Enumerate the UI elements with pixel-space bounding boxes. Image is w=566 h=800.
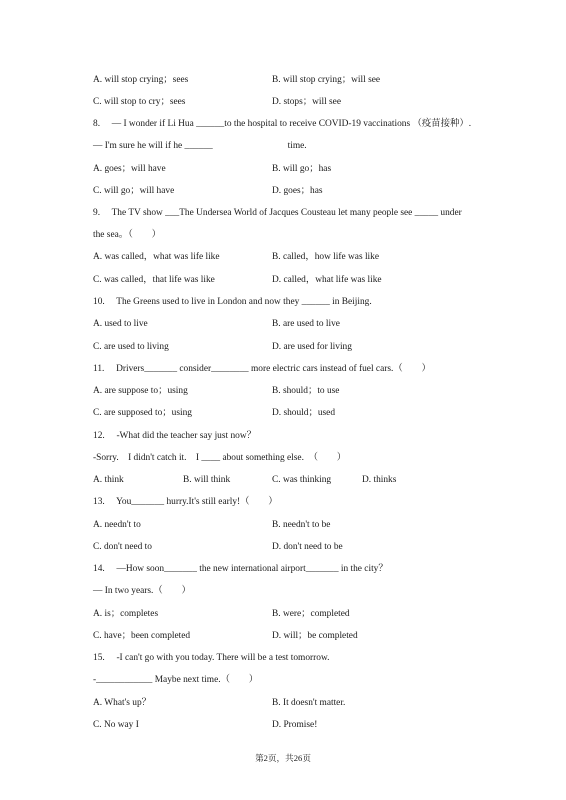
option-d: D. are used for living (272, 342, 352, 352)
option-c: C. will stop to cry；sees (93, 97, 186, 107)
option-a: A. think (93, 475, 124, 485)
question-9-stem-line2: the sea。（ ） (93, 230, 161, 240)
option-d: D. should；used (272, 408, 336, 418)
option-d: D. stops；will see (272, 97, 342, 107)
option-c: C. don't need to (93, 542, 152, 552)
option-c: C. are used to living (93, 342, 169, 352)
question-15-stem-line2: -____________ Maybe next time.（ ） (93, 675, 259, 685)
option-a: A. What's up？ (93, 698, 152, 708)
option-c: C. will go；will have (93, 186, 175, 196)
page-footer: 第2页，共26页 (255, 753, 311, 763)
option-b: B. will stop crying；will see (272, 75, 381, 85)
option-d: D. will；be completed (272, 631, 358, 641)
option-a: A. used to live (93, 319, 148, 329)
question-8-stem: 8. — I wonder if Li Hua ______to the hospital to receive COVID-19 vaccinations （疫苗接种）. (93, 119, 472, 129)
option-d: D. don't need to be (272, 542, 343, 552)
question-9-stem: 9. The TV show ___The Undersea World of Jacques Cousteau let many people see _____ under (93, 208, 462, 218)
option-c: C. No way I (93, 720, 139, 730)
option-c: C. was called，that life was like (93, 275, 215, 285)
option-a: A. goes；will have (93, 164, 166, 174)
option-a: A. needn't to (93, 520, 141, 530)
option-b: B. called，how life was like (272, 252, 380, 262)
question-12-stem: 12. -What did the teacher say just now？ (93, 431, 256, 441)
question-8-stem-line2: — I'm sure he will if he ______ time. (93, 141, 307, 151)
option-c: C. are supposed to；using (93, 408, 192, 418)
option-d: D. goes；has (272, 186, 323, 196)
option-c: C. have；been completed (93, 631, 191, 641)
option-a: A. is；completes (93, 609, 159, 619)
option-b: B. were；completed (272, 609, 350, 619)
option-d: D. Promise! (272, 720, 318, 730)
question-11-stem: 11. Drivers_______ consider________ more electric cars instead of fuel cars.（ ） (93, 364, 431, 374)
question-14-stem-line2: — In two years.（ ） (93, 586, 191, 596)
option-b: B. It doesn't matter. (272, 698, 346, 708)
question-14-stem: 14. —How soon_______ the new international airport_______ in the city？ (93, 564, 388, 574)
option-d: D. called，what life was like (272, 275, 382, 285)
question-15-stem: 15. -I can't go with you today. There will be a test tomorrow. (93, 653, 330, 663)
option-b: B. should；to use (272, 386, 340, 396)
option-c: C. was thinking (272, 475, 332, 485)
question-13-stem: 13. You_______ hurry.It's still early!（ ） (93, 497, 278, 507)
option-b: B. will think (183, 475, 231, 485)
option-d: D. thinks (362, 475, 397, 485)
question-12-stem-line2: -Sorry. I didn't catch it. I ____ about something else. （ ） (93, 453, 347, 463)
option-a: A. are suppose to；using (93, 386, 188, 396)
question-10-stem: 10. The Greens used to live in London and now they ______ in Beijing. (93, 297, 372, 307)
option-b: B. will go；has (272, 164, 332, 174)
option-b: B. needn't to be (272, 520, 331, 530)
option-b: B. are used to live (272, 319, 340, 329)
option-a: A. was called，what was life like (93, 252, 220, 262)
option-a: A. will stop crying；sees (93, 75, 189, 85)
